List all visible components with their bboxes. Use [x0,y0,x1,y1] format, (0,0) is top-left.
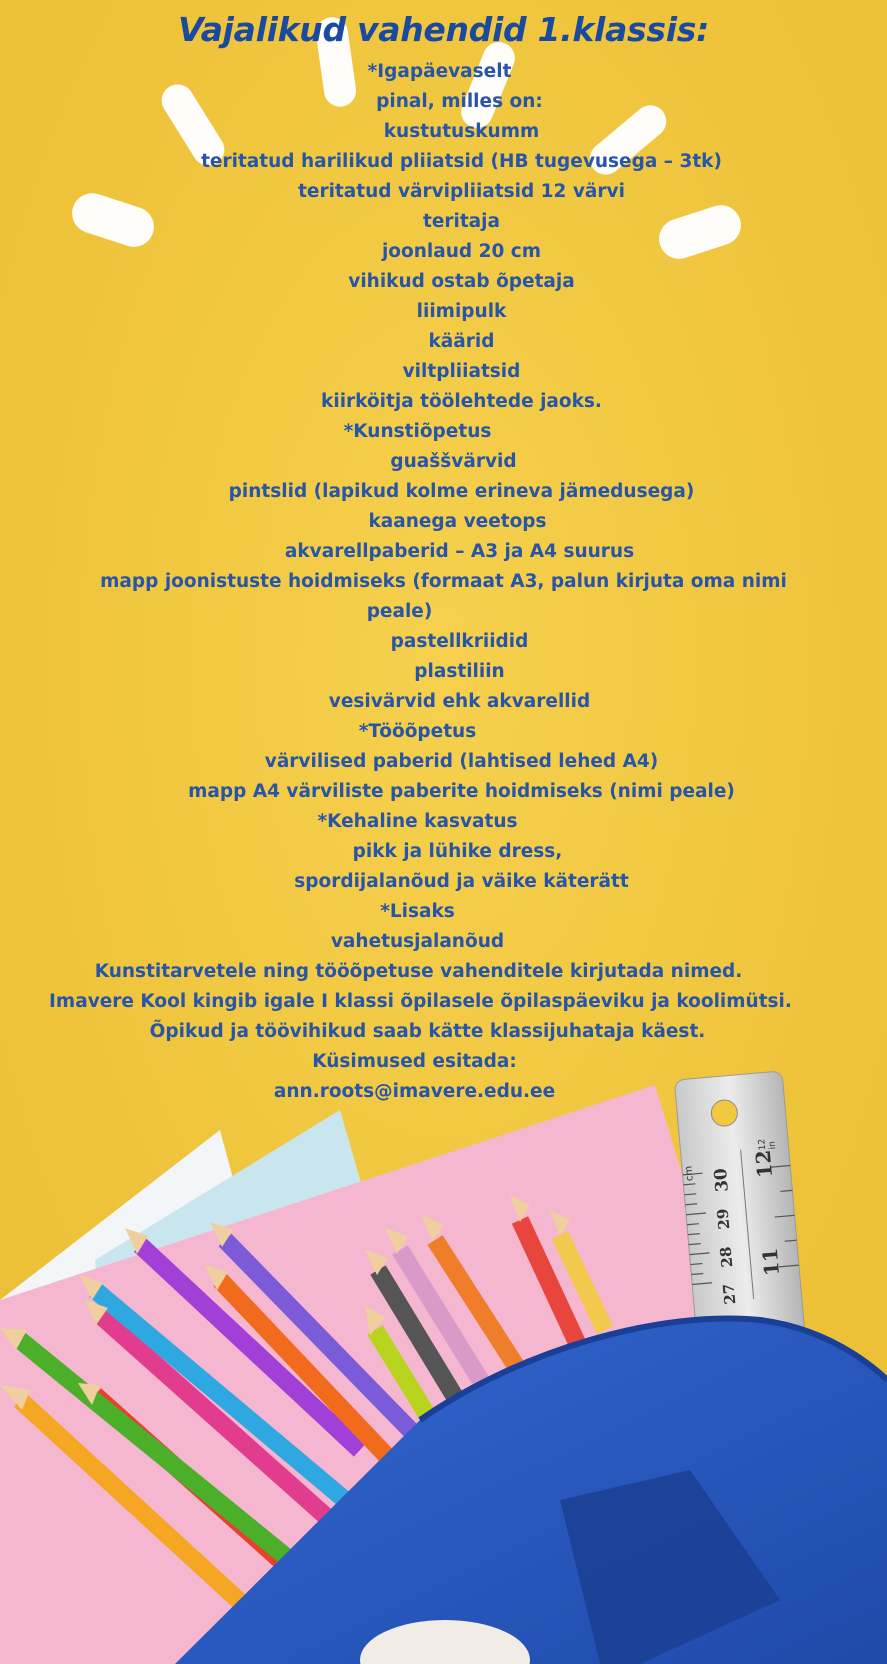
list-item: pintslid (lapikud kolme erineva jämedusega) [228,481,695,502]
list-item: joonlaud 20 cm [381,241,542,262]
list-item: teritatud värvipliiatsid 12 värvi [298,181,625,202]
list-item: mapp joonistuste hoidmiseks (formaat A3, palun kirjuta oma nimi [100,571,787,592]
contact-email: ann.roots@imavere.edu.ee [273,1081,556,1102]
section-heading: *Kehaline kasvatus [317,811,518,832]
list-item: kaanega veetops [368,511,547,532]
list-item: värvilised paberid (lahtised lehed A4) [264,751,659,772]
note-line: Küsimused esitada: [312,1051,517,1072]
note-line: Imavere Kool kingib igale I klassi õpilasele õpilaspäeviku ja koolimütsi. [49,991,792,1012]
list-item: spordijalanõud ja väike käterätt [294,871,629,892]
list-item: teritaja [422,211,500,232]
list-item: kiirköitja töölehtede jaoks. [321,391,602,412]
section-heading: *Kunstiõpetus [343,421,492,442]
ruler-unit-cm: cm [683,1165,696,1182]
ruler-mark-cm: 29 [713,1207,734,1231]
list-item: akvarellpaberid – A3 ja A4 suurus [284,541,635,562]
list-item: vahetusjalanõud [330,931,505,952]
list-item: käärid [428,331,495,352]
list-item: pinal, milles on: [376,91,543,112]
list-item: plastiliin [414,661,505,682]
list-item: pikk ja lühike dress, [352,841,563,862]
list-item: viltpliiatsid [402,361,521,382]
section-heading: *Lisaks [380,901,455,922]
ruler-mark-in: 12 [750,1149,778,1179]
page-title: Vajalikud vahendid 1.klassis: [178,10,709,49]
list-item: kustutuskumm [383,121,540,142]
list-item: teritatud harilikud pliiatsid (HB tugevusega – 3tk) [201,151,722,172]
ruler-mark-cm: 30 [710,1167,733,1193]
section-heading: *Igapäevaselt [367,61,512,82]
ruler-mark-cm: 27 [719,1282,740,1306]
list-item: vihikud ostab õpetaja [348,271,575,292]
ruler-unit-in: 12 in [757,1138,779,1151]
ruler-mark-in: 11 [757,1247,785,1277]
list-item: peale) [366,601,433,622]
note-line: Õpikud ja töövihikud saab kätte klassijuhataja käest. [149,1021,706,1042]
note-line: Kunstitarvetele ning tööõpetuse vahenditele kirjutada nimed. [94,961,743,982]
list-item: vesivärvid ehk akvarellid [328,691,591,712]
section-heading: *Tööõpetus [358,721,477,742]
list-item: pastellkriidid [390,631,529,652]
ruler-mark-cm: 28 [716,1245,737,1269]
list-item: mapp A4 värviliste paberite hoidmiseks (nimi peale) [188,781,735,802]
list-item: guaššvärvid [390,451,517,472]
list-item: liimipulk [416,301,507,322]
